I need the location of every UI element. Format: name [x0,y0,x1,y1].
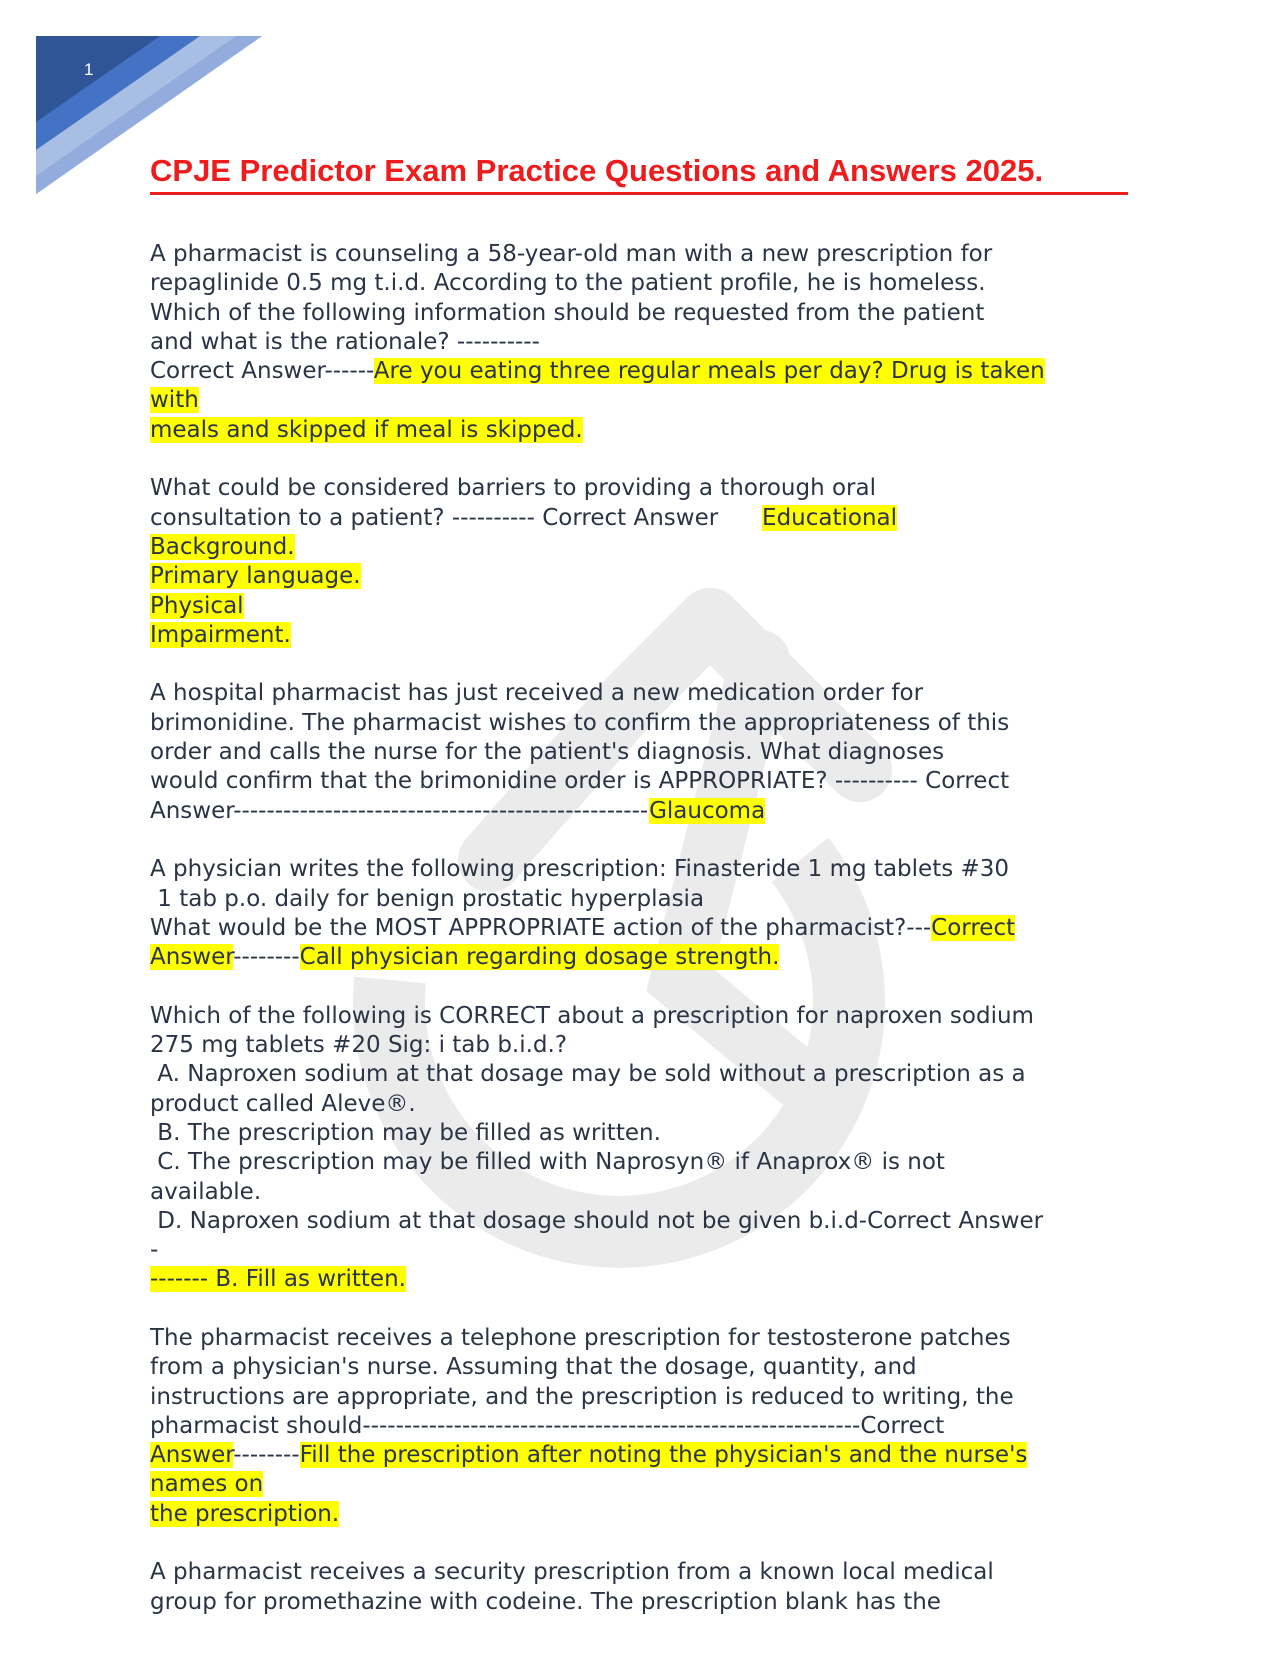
question-block-2 [150,474,1140,650]
answer-dashes: -------- [233,944,300,971]
option-line: product called Aleve®. [150,1090,416,1117]
highlighted-answer: ------- B. Fill as written. [150,1266,406,1293]
answer-label: Answer-------------------------------------------------- [150,797,650,824]
highlighted-answer: Glaucoma [649,797,766,824]
answer-line [150,1470,1140,1499]
highlighted-answer: the prescription. [150,1500,340,1527]
question-line: group for promethazine with codeine. The prescription blank has the [150,1588,941,1615]
answer-line [150,1500,1140,1529]
answer-line [150,943,1140,972]
highlighted-answer: names on [150,1471,264,1498]
question-block-3 [150,679,1140,825]
answer-line [150,504,1140,533]
highlighted-answer: Call physician regarding dosage strength. [299,944,780,971]
option-line: available. [150,1178,262,1205]
highlighted-answer: Correct [931,914,1016,941]
question-line: from a physician's nurse. Assuming that the dosage, quantity, and [150,1354,917,1381]
highlighted-answer: Are you eating three regular meals per day? Drug is taken [373,358,1045,385]
highlighted-answer: Physical [150,592,244,619]
option-line: - [150,1237,159,1264]
answer-dashes: -------- [233,1442,300,1469]
highlighted-answer: Answer [150,1442,234,1469]
question-line: and what is the rationale? ---------- [150,328,540,355]
highlighted-answer: with [150,387,199,414]
question-line: 275 mg tablets #20 Sig: i tab b.i.d.? [150,1032,568,1059]
question-block-1 [150,240,1140,445]
question-line: order and calls the nurse for the patient's diagnosis. What diagnoses [150,739,945,766]
highlighted-answer: Educational [762,504,898,531]
qa-content [150,240,1140,1646]
question-text: consultation to a patient? ---------- Correct Answer [150,504,719,531]
document-title: CPJE Predictor Exam Practice Questions and Answers 2025. [150,152,1128,195]
answer-line [150,386,1140,415]
answer-line [150,592,1140,621]
answer-line [150,621,1140,650]
highlighted-answer: Primary language. [150,563,361,590]
page-number: 1 [84,60,94,79]
question-line: brimonidine. The pharmacist wishes to confirm the appropriateness of this [150,709,1010,736]
question-block-6 [150,1324,1140,1529]
option-line: D. Naproxen sodium at that dosage should not be given b.i.d-Correct Answer [150,1207,1044,1234]
highlighted-answer: Impairment. [150,621,291,648]
question-line: instructions are appropriate, and the prescription is reduced to writing, the [150,1383,1014,1410]
corner-decoration [0,0,300,230]
option-line: C. The prescription may be filled with Naprosyn® if Anaprox® is not [150,1149,945,1176]
question-text: What would be the MOST APPROPRIATE action of the pharmacist?--- [150,914,932,941]
answer-line [150,533,1140,562]
question-line: A physician writes the following prescription: Finasteride 1 mg tablets #30 [150,856,1010,883]
question-line: Which of the following is CORRECT about a prescription for naproxen sodium [150,1002,1034,1029]
answer-line [150,797,1140,826]
question-line: Which of the following information should be requested from the patient [150,299,985,326]
question-line: A pharmacist is counseling a 58-year-old man with a new prescription for [150,241,993,267]
question-block-7 [150,1558,1140,1617]
answer-line [150,562,1140,591]
question-line: A hospital pharmacist has just received a new medication order for [150,680,924,707]
question-line: What could be considered barriers to providing a thorough oral [150,475,876,502]
question-line: 1 tab p.o. daily for benign prostatic hyperplasia [150,885,705,912]
answer-line [150,416,1140,445]
highlighted-answer: meals and skipped if meal is skipped. [150,416,583,443]
question-line: repaglinide 0.5 mg t.i.d. According to the patient profile, he is homeless. [150,270,986,297]
question-block-5 [150,1002,1140,1295]
option-line: A. Naproxen sodium at that dosage may be sold without a prescription as a [150,1061,1026,1088]
highlighted-answer: Fill the prescription after noting the physician's and the nurse's [299,1442,1028,1469]
question-line: A pharmacist receives a security prescription from a known local medical [150,1559,994,1586]
question-block-4 [150,855,1140,972]
option-line: B. The prescription may be filled as written. [150,1119,661,1146]
question-line: would confirm that the brimonidine order is APPROPRIATE? ---------- Correct [150,768,1010,795]
answer-line [150,1441,1140,1470]
answer-line [150,357,1140,386]
question-line: The pharmacist receives a telephone prescription for testosterone patches [150,1324,1011,1351]
answer-line [150,914,1140,943]
highlighted-answer: Answer [150,944,234,971]
answer-line [150,1265,1140,1294]
spacer [718,505,762,531]
answer-label: Correct Answer------ [150,358,374,385]
question-line: pharmacist should------------------------------------------------------------Correct [150,1412,945,1439]
highlighted-answer: Background. [150,533,295,560]
